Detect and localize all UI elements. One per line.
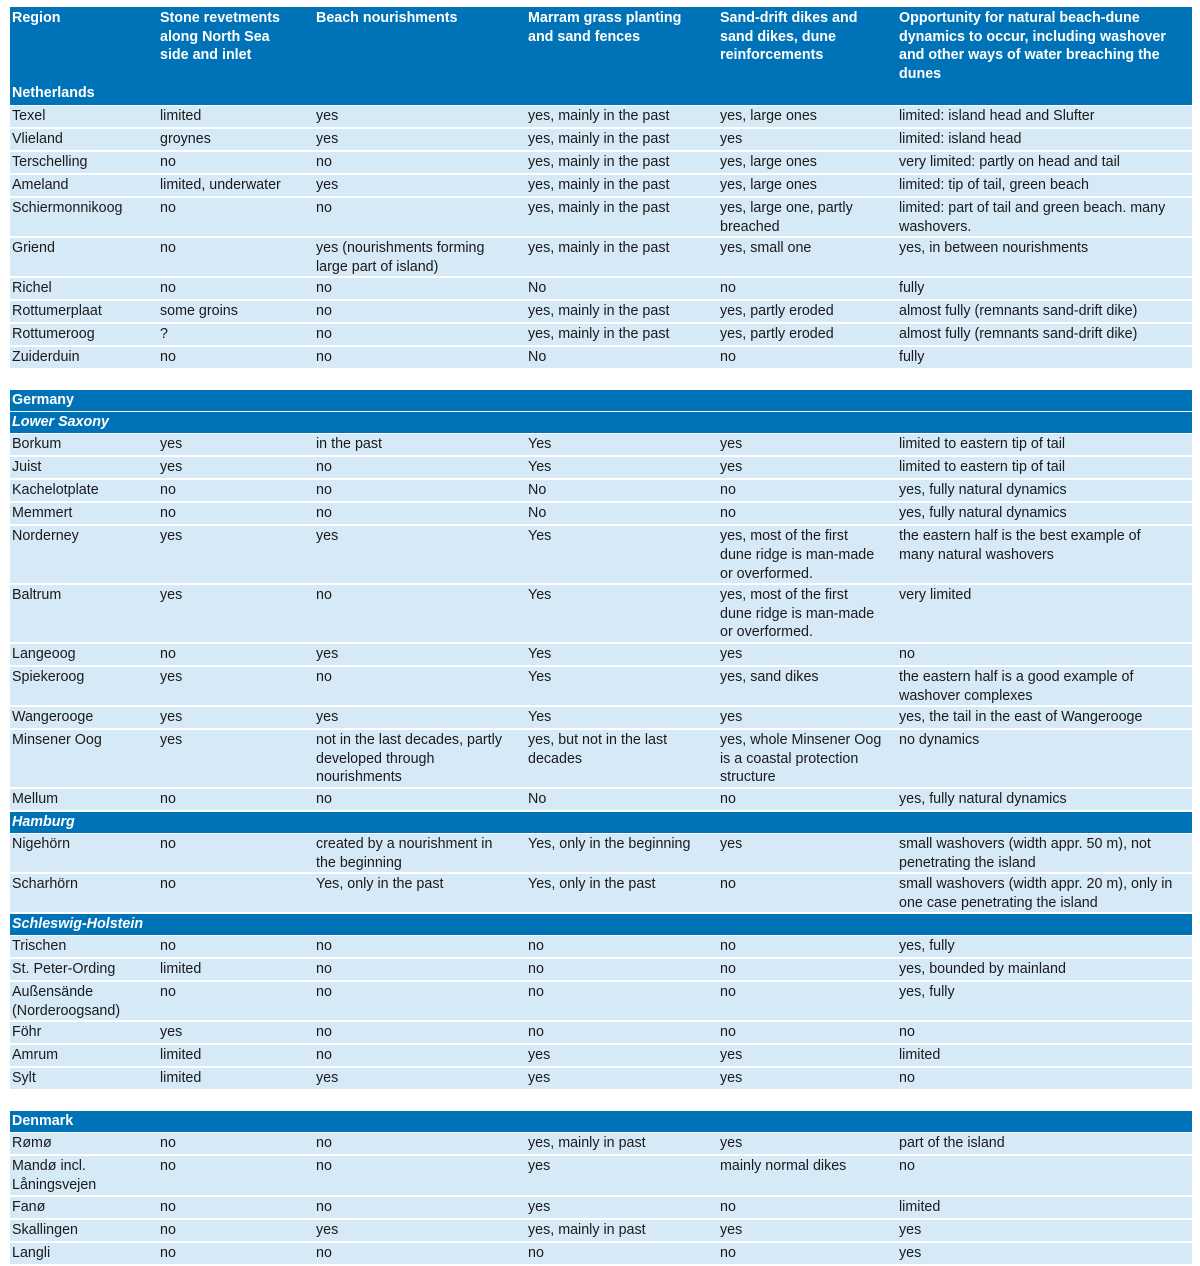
beach-nourishments-cell: no	[316, 154, 332, 170]
natural-dynamics-cell: limited: island head and Slufter	[899, 108, 1095, 124]
table-row	[10, 175, 1192, 196]
sand-dikes-cell: yes, most of the first dune ridge is man-made or overformed.	[720, 528, 875, 582]
region-cell: Schiermonnikoog	[12, 200, 123, 216]
region-cell: Fanø	[12, 1198, 46, 1215]
marram-grass-cell: no	[528, 961, 544, 978]
sand-dikes-cell: no	[720, 790, 736, 807]
natural-dynamics-cell: very limited: partly on head and tail	[899, 154, 1120, 170]
sand-dikes-cell: yes	[720, 1070, 743, 1087]
table-row	[10, 278, 1192, 299]
region-label-hamburg: Hamburg	[10, 812, 1192, 833]
table-row	[10, 324, 1192, 345]
natural-dynamics-cell: small washovers (width appr. 50 m), not penetrating the island	[899, 835, 1151, 871]
header-marram-grass: Marram grass planting and sand fences	[528, 10, 682, 45]
marram-grass-cell: yes, mainly in the past	[528, 108, 670, 124]
comparison-table	[10, 7, 1192, 1266]
natural-dynamics-cell: no	[899, 645, 915, 662]
region-cell: Wangerooge	[12, 709, 94, 726]
table-row	[10, 198, 1192, 236]
table-row	[10, 1220, 1192, 1241]
table-row	[10, 707, 1192, 728]
table-row	[10, 301, 1192, 322]
natural-dynamics-cell: yes	[899, 1221, 922, 1238]
marram-grass-cell: yes, mainly in the past	[528, 177, 670, 193]
marram-grass-cell: yes, mainly in the past	[528, 303, 670, 320]
table-row	[10, 238, 1192, 276]
region-cell: Texel	[12, 108, 46, 124]
stone-revetments-cell: some groins	[160, 303, 238, 320]
table-row	[10, 644, 1192, 665]
sand-dikes-cell: yes, most of the first dune ridge is man-made or overformed.	[720, 587, 875, 641]
marram-grass-cell: no	[528, 1024, 544, 1041]
table-row	[10, 959, 1192, 980]
table-row	[10, 585, 1192, 642]
region-cell: Amrum	[12, 1047, 59, 1064]
region-cell: Trischen	[12, 938, 67, 955]
sand-dikes-cell: yes	[720, 835, 743, 852]
beach-nourishments-cell: no	[316, 1158, 332, 1175]
region-label-lower-saxony: Lower Saxony	[10, 412, 1192, 433]
section-gap	[10, 1091, 1192, 1111]
stone-revetments-cell: no	[160, 1221, 176, 1238]
beach-nourishments-cell: no	[316, 1024, 332, 1041]
natural-dynamics-cell: no	[899, 1158, 915, 1175]
beach-nourishments-cell: no	[316, 482, 332, 499]
stone-revetments-cell: yes	[160, 1024, 183, 1041]
table-row	[10, 1022, 1192, 1043]
stone-revetments-cell: no	[160, 1198, 176, 1215]
marram-grass-cell: yes, mainly in past	[528, 1221, 646, 1238]
region-cell: Ameland	[12, 177, 69, 193]
marram-grass-cell: yes, mainly in the past	[528, 326, 670, 343]
natural-dynamics-cell: fully	[899, 280, 925, 297]
section-gap	[10, 370, 1192, 390]
beach-nourishments-cell: in the past	[316, 436, 382, 453]
table-row	[10, 434, 1192, 455]
sand-dikes-cell: yes, sand dikes	[720, 668, 819, 685]
marram-grass-cell: yes, mainly in the past	[528, 240, 670, 257]
natural-dynamics-cell: no	[899, 1070, 915, 1087]
region-cell: Baltrum	[12, 587, 62, 604]
beach-nourishments-cell: no	[316, 1244, 332, 1261]
stone-revetments-cell: yes	[160, 732, 183, 749]
stone-revetments-cell: yes	[160, 436, 183, 453]
marram-grass-cell: No	[528, 280, 547, 297]
region-cell: Terschelling	[12, 154, 88, 170]
table-row	[10, 789, 1192, 810]
stone-revetments-cell: ?	[160, 326, 168, 343]
table-row	[10, 667, 1192, 705]
table-row	[10, 503, 1192, 524]
stone-revetments-cell: yes	[160, 709, 183, 726]
natural-dynamics-cell: the eastern half is a good example of washover complexes	[899, 668, 1134, 704]
beach-nourishments-cell: Yes, only in the past	[316, 876, 444, 893]
region-cell: Richel	[12, 280, 52, 297]
natural-dynamics-cell: limited to eastern tip of tail	[899, 436, 1066, 453]
sand-dikes-cell: yes	[720, 131, 743, 147]
natural-dynamics-cell: limited: tip of tail, green beach	[899, 177, 1089, 193]
table-row	[10, 480, 1192, 501]
stone-revetments-cell: limited	[160, 961, 202, 978]
beach-nourishments-cell: yes	[316, 1221, 339, 1238]
marram-grass-cell: yes, but not in the last decades	[528, 732, 668, 767]
stone-revetments-cell: no	[160, 280, 176, 297]
sand-dikes-cell: yes, large ones	[720, 154, 817, 170]
beach-nourishments-cell: no	[316, 587, 332, 604]
marram-grass-cell: yes, mainly in the past	[528, 154, 670, 170]
sand-dikes-cell: no	[720, 505, 736, 522]
sand-dikes-cell: yes	[720, 1135, 743, 1152]
beach-nourishments-cell: no	[316, 349, 332, 366]
natural-dynamics-cell: fully	[899, 349, 925, 366]
stone-revetments-cell: no	[160, 200, 176, 216]
beach-nourishments-cell: no	[316, 303, 332, 320]
header-stone-revetments: Stone revetments along North Sea side and inlet	[160, 10, 280, 64]
beach-nourishments-cell: no	[316, 200, 332, 216]
table-row	[10, 982, 1192, 1020]
marram-grass-cell: Yes	[528, 645, 552, 662]
sand-dikes-cell: no	[720, 984, 736, 1001]
region-cell: Juist	[12, 459, 42, 476]
sand-dikes-cell: yes, large one, partly breached	[720, 200, 853, 235]
natural-dynamics-cell: yes, fully natural dynamics	[899, 505, 1067, 522]
region-cell: Föhr	[12, 1024, 42, 1041]
stone-revetments-cell: groynes	[160, 131, 211, 147]
marram-grass-cell: Yes	[528, 528, 552, 545]
beach-nourishments-cell: no	[316, 1047, 332, 1064]
marram-grass-cell: Yes	[528, 668, 552, 685]
natural-dynamics-cell: yes, fully natural dynamics	[899, 482, 1067, 499]
table-row	[10, 347, 1192, 368]
region-cell: Minsener Oog	[12, 732, 102, 749]
header-natural-dynamics: Opportunity for natural beach-dune dynamics to occur, including washover and other ways of water breaching the dunes	[899, 10, 1166, 82]
beach-nourishments-cell: no	[316, 505, 332, 522]
natural-dynamics-cell: part of the island	[899, 1135, 1005, 1152]
region-cell: Scharhörn	[12, 876, 78, 893]
sand-dikes-cell: no	[720, 280, 736, 297]
region-cell: Borkum	[12, 436, 62, 453]
natural-dynamics-cell: limited to eastern tip of tail	[899, 459, 1066, 476]
beach-nourishments-cell: yes	[316, 528, 339, 545]
beach-nourishments-cell: no	[316, 1198, 332, 1215]
marram-grass-cell: No	[528, 505, 547, 522]
sand-dikes-cell: mainly normal dikes	[720, 1158, 847, 1175]
stone-revetments-cell: no	[160, 1244, 176, 1261]
region-cell: Rottumerplaat	[12, 303, 102, 320]
beach-nourishments-cell: yes	[316, 709, 339, 726]
sand-dikes-cell: yes	[720, 709, 743, 726]
natural-dynamics-cell: almost fully (remnants sand-drift dike)	[899, 303, 1138, 320]
region-cell: Rottumeroog	[12, 326, 95, 343]
table-row	[10, 152, 1192, 173]
sand-dikes-cell: yes, partly eroded	[720, 326, 834, 343]
table-row	[10, 1045, 1192, 1066]
region-cell: St. Peter-Ording	[12, 961, 116, 978]
beach-nourishments-cell: no	[316, 1135, 332, 1152]
table-row	[10, 834, 1192, 872]
header-sand-dikes: Sand-drift dikes and sand dikes, dune reinforcements	[720, 10, 858, 64]
table-row	[10, 1197, 1192, 1218]
marram-grass-cell: yes	[528, 1198, 551, 1215]
marram-grass-cell: Yes, only in the past	[528, 876, 656, 893]
sand-dikes-cell: no	[720, 482, 736, 499]
beach-nourishments-cell: no	[316, 961, 332, 978]
marram-grass-cell: no	[528, 984, 544, 1001]
natural-dynamics-cell: yes, fully natural dynamics	[899, 790, 1067, 807]
sand-dikes-cell: yes	[720, 645, 743, 662]
beach-nourishments-cell: yes (nourishments forming large part of island)	[316, 240, 485, 275]
sand-dikes-cell: no	[720, 1198, 736, 1215]
stone-revetments-cell: yes	[160, 528, 183, 545]
region-cell: Langeoog	[12, 645, 76, 662]
stone-revetments-cell: no	[160, 984, 176, 1001]
beach-nourishments-cell: not in the last decades, partly developed through nourishments	[316, 732, 502, 786]
sand-dikes-cell: no	[720, 961, 736, 978]
region-cell: Rømø	[12, 1135, 52, 1152]
marram-grass-cell: Yes	[528, 459, 552, 476]
stone-revetments-cell: no	[160, 154, 176, 170]
natural-dynamics-cell: small washovers (width appr. 20 m), only in one case penetrating the island	[899, 876, 1173, 911]
stone-revetments-cell: yes	[160, 668, 183, 685]
region-cell: Griend	[12, 240, 55, 257]
sand-dikes-cell: no	[720, 876, 736, 893]
header-region	[10, 7, 158, 105]
stone-revetments-cell: no	[160, 240, 176, 257]
natural-dynamics-cell: very limited	[899, 587, 972, 604]
country-label-germany: Germany	[10, 390, 1192, 411]
sand-dikes-cell: yes	[720, 1221, 743, 1238]
sand-dikes-cell: yes	[720, 1047, 743, 1064]
region-cell: Skallingen	[12, 1221, 78, 1238]
stone-revetments-cell: no	[160, 1135, 176, 1152]
marram-grass-cell: yes, mainly in past	[528, 1135, 646, 1152]
table-row	[10, 129, 1192, 150]
region-cell: Kachelotplate	[12, 482, 99, 499]
beach-nourishments-cell: no	[316, 459, 332, 476]
stone-revetments-cell: no	[160, 349, 176, 366]
sand-dikes-cell: no	[720, 349, 736, 366]
marram-grass-cell: No	[528, 482, 547, 499]
marram-grass-cell: yes, mainly in the past	[528, 200, 670, 216]
table-row	[10, 526, 1192, 583]
marram-grass-cell: Yes	[528, 587, 552, 604]
region-cell: Nigehörn	[12, 835, 71, 852]
stone-revetments-cell: no	[160, 790, 176, 807]
header-beach-nourishments: Beach nourishments	[316, 10, 458, 26]
region-cell: Norderney	[12, 528, 79, 545]
region-cell: Memmert	[12, 505, 73, 522]
table-row	[10, 1133, 1192, 1154]
sand-dikes-cell: no	[720, 1244, 736, 1261]
natural-dynamics-cell: almost fully (remnants sand-drift dike)	[899, 326, 1138, 343]
region-cell: Mellum	[12, 790, 59, 807]
region-cell: Mandø incl. Låningsvejen	[12, 1158, 97, 1194]
natural-dynamics-cell: limited: part of tail and green beach. many washovers.	[899, 200, 1166, 235]
sand-dikes-cell: yes	[720, 436, 743, 453]
natural-dynamics-cell: limited: island head	[899, 131, 1022, 147]
table-row	[10, 106, 1192, 127]
natural-dynamics-cell: yes, the tail in the east of Wangerooge	[899, 709, 1143, 726]
stone-revetments-cell: no	[160, 482, 176, 499]
marram-grass-cell: No	[528, 349, 547, 366]
marram-grass-cell: No	[528, 790, 547, 807]
natural-dynamics-cell: limited	[899, 1047, 941, 1064]
sand-dikes-cell: yes, large ones	[720, 177, 817, 193]
stone-revetments-cell: yes	[160, 459, 183, 476]
table-row	[10, 730, 1192, 787]
beach-nourishments-cell: yes	[316, 108, 339, 124]
beach-nourishments-cell: yes	[316, 645, 339, 662]
table-row	[10, 457, 1192, 478]
sand-dikes-cell: yes, whole Minsener Oog is a coastal protection structure	[720, 732, 882, 786]
stone-revetments-cell: no	[160, 938, 176, 955]
sand-dikes-cell: yes, partly eroded	[720, 303, 834, 320]
stone-revetments-cell: no	[160, 645, 176, 662]
region-label-schleswig-holstein: Schleswig-Holstein	[10, 914, 1192, 935]
natural-dynamics-cell: yes, in between nourishments	[899, 240, 1089, 257]
stone-revetments-cell: no	[160, 876, 176, 893]
country-label-netherlands: Netherlands	[12, 85, 95, 102]
stone-revetments-cell: yes	[160, 587, 183, 604]
table-header	[10, 7, 1192, 105]
sand-dikes-cell: yes, large ones	[720, 108, 817, 124]
marram-grass-cell: no	[528, 1244, 544, 1261]
region-cell: Langli	[12, 1244, 51, 1261]
beach-nourishments-cell: yes	[316, 131, 339, 147]
region-cell: Zuiderduin	[12, 349, 80, 366]
beach-nourishments-cell: no	[316, 938, 332, 955]
marram-grass-cell: yes	[528, 1158, 551, 1175]
marram-grass-cell: yes	[528, 1070, 551, 1087]
table-row	[10, 1243, 1192, 1264]
table-row	[10, 874, 1192, 912]
natural-dynamics-cell: limited	[899, 1198, 941, 1215]
natural-dynamics-cell: yes	[899, 1244, 922, 1261]
stone-revetments-cell: no	[160, 1158, 176, 1175]
table-row	[10, 936, 1192, 957]
beach-nourishments-cell: created by a nourishment in the beginning	[316, 835, 493, 871]
stone-revetments-cell: no	[160, 505, 176, 522]
marram-grass-cell: Yes	[528, 436, 552, 453]
header-label: Region	[12, 10, 61, 26]
beach-nourishments-cell: no	[316, 668, 332, 685]
beach-nourishments-cell: no	[316, 280, 332, 297]
beach-nourishments-cell: yes	[316, 177, 339, 193]
natural-dynamics-cell: yes, fully	[899, 984, 955, 1001]
natural-dynamics-cell: no	[899, 1024, 915, 1041]
marram-grass-cell: yes	[528, 1047, 551, 1064]
sand-dikes-cell: no	[720, 1024, 736, 1041]
region-cell: Außensände (Norderoogsand)	[12, 984, 121, 1019]
marram-grass-cell: Yes, only in the beginning	[528, 835, 691, 852]
natural-dynamics-cell: the eastern half is the best example of many natural washovers	[899, 528, 1141, 563]
sand-dikes-cell: yes	[720, 459, 743, 476]
region-cell: Vlieland	[12, 131, 63, 147]
natural-dynamics-cell: yes, fully	[899, 938, 955, 955]
beach-nourishments-cell: no	[316, 984, 332, 1001]
stone-revetments-cell: limited	[160, 108, 202, 124]
region-cell: Spiekeroog	[12, 668, 85, 685]
stone-revetments-cell: limited	[160, 1070, 202, 1087]
beach-nourishments-cell: no	[316, 326, 332, 343]
country-label-denmark: Denmark	[10, 1111, 1192, 1132]
stone-revetments-cell: no	[160, 835, 176, 852]
sand-dikes-cell: no	[720, 938, 736, 955]
stone-revetments-cell: limited	[160, 1047, 202, 1064]
beach-nourishments-cell: yes	[316, 1070, 339, 1087]
region-cell: Sylt	[12, 1070, 36, 1087]
marram-grass-cell: yes, mainly in the past	[528, 131, 670, 147]
natural-dynamics-cell: no dynamics	[899, 732, 980, 749]
beach-nourishments-cell: no	[316, 790, 332, 807]
table-row	[10, 1156, 1192, 1194]
marram-grass-cell: no	[528, 938, 544, 955]
natural-dynamics-cell: yes, bounded by mainland	[899, 961, 1066, 978]
stone-revetments-cell: limited, underwater	[160, 177, 281, 193]
table-row	[10, 1068, 1192, 1089]
marram-grass-cell: Yes	[528, 709, 552, 726]
sand-dikes-cell: yes, small one	[720, 240, 812, 257]
